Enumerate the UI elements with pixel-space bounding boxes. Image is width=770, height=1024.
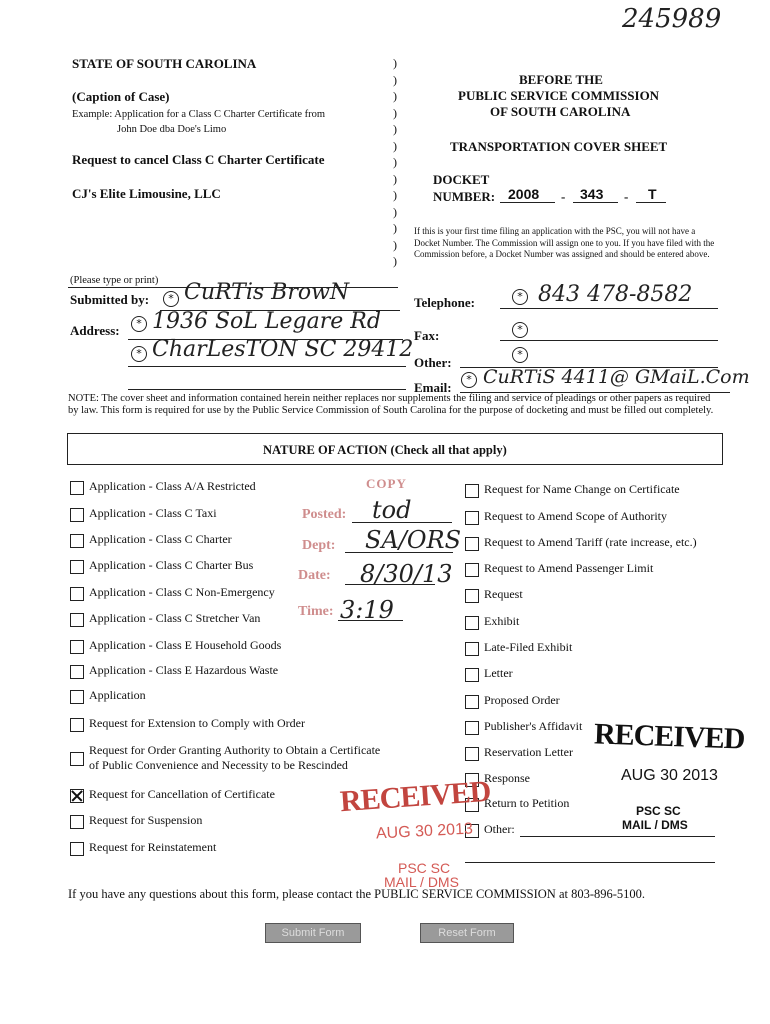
checkbox[interactable] (70, 718, 84, 732)
date-value: 8/30/13 (360, 560, 453, 588)
option-label: Proposed Order (484, 693, 560, 707)
checkbox[interactable] (465, 484, 479, 498)
psc-center-line2: MAIL / DMS (384, 874, 459, 890)
option-label: Request to Amend Tariff (rate increase, etc.) (484, 535, 697, 549)
cover-sheet-note: NOTE: The cover sheet and information contained herein neither replaces nor supplements the filing and service of pleadings or other papers as required by law. This form is required for use by the Public Service Commission of South Carolina for the purpose of docketing and must be filled out completely. (68, 393, 714, 416)
checkbox[interactable] (465, 721, 479, 735)
received-date-right: AUG 30 2013 (621, 767, 718, 784)
option-label: Request for Extension to Comply with Order (89, 716, 305, 730)
address-line-2[interactable]: CharLesTON SC 29412 (152, 337, 414, 362)
psc-right-line2: MAIL / DMS (622, 818, 688, 832)
option-label: Request for Suspension (89, 813, 203, 827)
posted-value: tod (372, 496, 412, 524)
checkbox[interactable] (465, 511, 479, 525)
checkbox-checked[interactable] (70, 789, 84, 803)
required-star-icon: * (512, 322, 528, 338)
option-label: Reservation Letter (484, 745, 573, 759)
docket-note: If this is your first time filing an application with the PSC, you will not have a Docket Number. The Commission will assign one to you. If you have filed with the Commission before, a Docket Number was assigned and should be entered above. (414, 226, 715, 259)
psc-center-line1: PSC SC (398, 860, 451, 876)
option-label: Application - Class C Charter (89, 532, 232, 546)
option-label: Application - Class E Household Goods (89, 638, 282, 652)
option-label: Application - Class C Non-Emergency (89, 585, 275, 599)
checkbox[interactable] (465, 642, 479, 656)
option-label: Application - Class E Hazardous Waste (89, 663, 279, 677)
option-label: Request for Cancellation of Certificate (89, 787, 275, 801)
dept-label: Dept: (302, 538, 336, 553)
option-label: Application - Class A/A Restricted (89, 479, 256, 493)
submitted-by-label: Submitted by: (70, 292, 150, 307)
checkbox[interactable] (465, 668, 479, 682)
handwritten-docket-number: 245989 (622, 4, 722, 34)
please-type-note: (Please type or print) (70, 275, 159, 286)
required-star-icon: * (163, 291, 179, 307)
received-stamp-right: RECEIVED (593, 717, 745, 756)
received-stamp-center: RECEIVED (338, 774, 492, 819)
required-star-icon: * (512, 289, 528, 305)
commission-state: OF SOUTH CAROLINA (490, 104, 631, 119)
option-label: Application - Class C Charter Bus (89, 558, 254, 572)
checkbox[interactable] (70, 481, 84, 495)
contact-instructions: If you have any questions about this form, please contact the PUBLIC SERVICE COMMISSION at 803-896-5100. (68, 887, 646, 901)
time-value: 3:19 (340, 596, 394, 624)
required-star-icon: * (512, 347, 528, 363)
company-name: CJ's Elite Limousine, LLC (72, 186, 221, 201)
address-line-1[interactable]: 1936 SoL Legare Rd (152, 309, 381, 334)
example-line-2: John Doe dba Doe's Limo (117, 124, 227, 135)
option-label: Late-Filed Exhibit (484, 640, 573, 654)
option-label: Other: (484, 822, 515, 836)
telephone-value[interactable]: 843 478-8582 (538, 282, 693, 307)
checkbox[interactable] (465, 695, 479, 709)
required-star-icon: * (461, 372, 477, 388)
before-the: BEFORE THE (519, 72, 603, 87)
option-label: Request for Name Change on Certificate (484, 482, 680, 496)
docket-label: DOCKET (433, 172, 490, 187)
submitted-by-value[interactable]: CuRTis BrowN (184, 280, 350, 305)
checkbox[interactable] (70, 534, 84, 548)
docket-dash-1: - (561, 189, 566, 204)
option-label: Application (89, 688, 146, 702)
option-label: Request to Amend Scope of Authority (484, 509, 667, 523)
option-label: Exhibit (484, 614, 520, 628)
copy-stamp: COPY (366, 476, 407, 491)
option-label: Publisher's Affidavit (484, 719, 583, 733)
checkbox[interactable] (465, 589, 479, 603)
checkbox[interactable] (70, 587, 84, 601)
checkbox[interactable] (70, 815, 84, 829)
time-label: Time: (298, 604, 334, 619)
option-label: Response (484, 771, 530, 785)
option-label: Application - Class C Stretcher Van (89, 611, 261, 625)
option-label: Request for Order Granting Authority to Obtain a Certificate of Public Convenience and Necessity to be Rescinded (89, 743, 381, 772)
posted-label: Posted: (302, 507, 347, 522)
request-title: Request to cancel Class C Charter Certificate (72, 152, 325, 167)
required-star-icon: * (131, 346, 147, 362)
option-label: Application - Class C Taxi (89, 506, 217, 520)
caption-divider: ) ) ) ) ) ) ) ) ) ) ) ) ) (393, 56, 397, 268)
option-label: Request (484, 587, 523, 601)
checkbox[interactable] (70, 508, 84, 522)
psc-right-line1: PSC SC (636, 804, 681, 818)
email-label: Email: (414, 380, 452, 395)
checkbox[interactable] (70, 640, 84, 654)
checkbox[interactable] (465, 616, 479, 630)
date-label: Date: (298, 568, 331, 583)
reset-form-button[interactable]: Reset Form (420, 923, 514, 943)
dept-value: SA/ORS (365, 526, 462, 554)
required-star-icon: * (131, 316, 147, 332)
docket-type[interactable]: T (648, 186, 657, 202)
option-label: Request for Reinstatement (89, 840, 217, 854)
checkbox[interactable] (70, 752, 84, 766)
state-title: STATE OF SOUTH CAROLINA (72, 56, 257, 71)
checkbox[interactable] (70, 842, 84, 856)
address-label: Address: (70, 323, 120, 338)
docket-number[interactable]: 343 (580, 186, 604, 202)
checkbox[interactable] (70, 613, 84, 627)
other-label: Other: (414, 355, 452, 370)
caption-label: (Caption of Case) (72, 89, 170, 104)
received-date-center: AUG 30 2013 (375, 820, 474, 843)
checkbox[interactable] (70, 560, 84, 574)
commission-name: PUBLIC SERVICE COMMISSION (458, 88, 660, 103)
docket-year[interactable]: 2008 (508, 186, 540, 202)
checkbox[interactable] (465, 563, 479, 577)
checkbox[interactable] (465, 747, 479, 761)
docket-dash-2: - (624, 189, 629, 204)
docket-number-label: NUMBER: (433, 189, 496, 204)
fax-label: Fax: (414, 328, 440, 343)
checkbox[interactable] (70, 665, 84, 679)
checkbox[interactable] (70, 690, 84, 704)
email-value[interactable]: CuRTiS 4411@ GMaiL.Com (483, 366, 750, 388)
option-label: Return to Petition (484, 796, 570, 810)
cover-sheet-title: TRANSPORTATION COVER SHEET (450, 139, 668, 154)
nature-of-action-heading: NATURE OF ACTION (Check all that apply) (263, 443, 507, 457)
option-label: Letter (484, 666, 513, 680)
checkbox[interactable] (465, 537, 479, 551)
option-label: Request to Amend Passenger Limit (484, 561, 654, 575)
submit-form-button[interactable]: Submit Form (265, 923, 361, 943)
telephone-label: Telephone: (414, 295, 475, 310)
example-line-1: Example: Application for a Class C Charter Certificate from (72, 109, 326, 120)
